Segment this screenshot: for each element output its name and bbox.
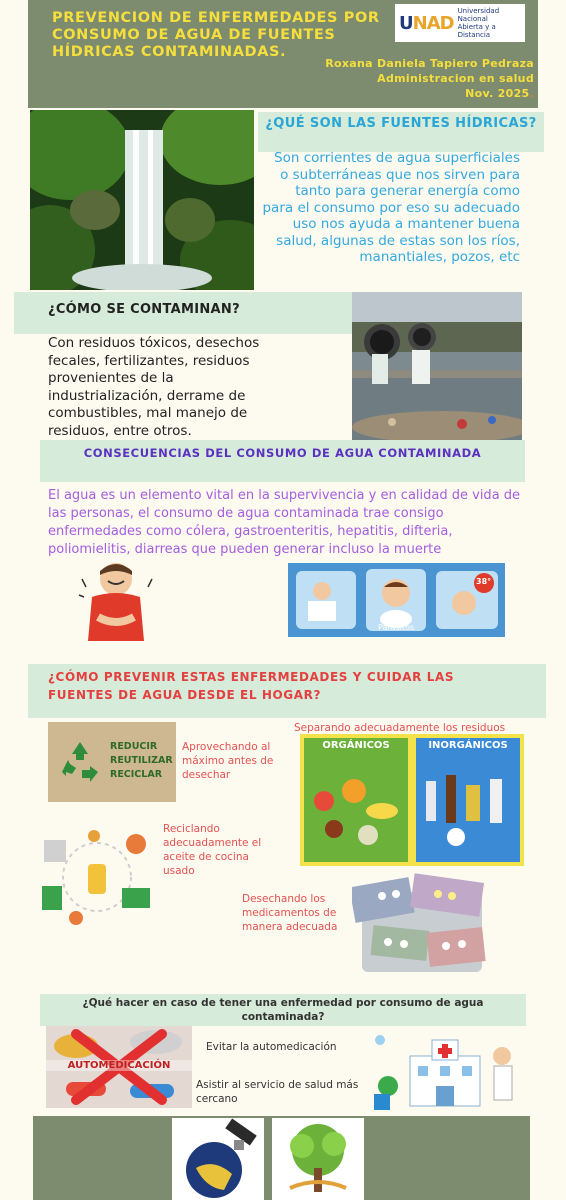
recycle-word-reuse: REUTILIZAR <box>110 755 173 766</box>
recycle-card <box>48 722 176 802</box>
tip-reuse: Aprovechando al máximo antes de desechar <box>182 741 274 781</box>
date-dot: . <box>529 87 534 100</box>
what-to-do-title: ¿Qué hacer en caso de tener una enfermedad por consumo de agua contaminada? <box>82 997 484 1023</box>
cooking-oil-illustration <box>36 826 158 928</box>
contamination-text: Con residuos tóxicos, desechos fecales, fertilizantes, residuos provenientes de la industrialización, derrame de combustibles, mal manejo de residuos, entre otros. <box>48 335 260 439</box>
action-visit-health-service: Asistir al servicio de salud más cercano <box>196 1079 359 1105</box>
organic-label: ORGÁNICOS <box>322 740 390 751</box>
author-date: Nov. 2025 <box>465 87 530 100</box>
page-title: PREVENCION DE ENFERMEDADES POR CONSUMO DE AGUA DE FUENTES HÍDRICAS CONTAMINADAS. <box>52 10 380 60</box>
consequences-text: El agua es un elemento vital en la supervivencia y en calidad de vida de las personas, el consumo de agua contaminada trae consigo enfermedades como cólera, gastroenteritis, hepatitis, difteria, poliomielitis, diarreas que pueden generar incluso la muerte <box>48 488 521 557</box>
logo-mark-nad: NAD <box>412 12 454 34</box>
satellite-globe-logo <box>172 1118 264 1200</box>
polluted-river-photo <box>352 292 522 440</box>
tip-oil: Reciclando adecuadamente el aceite de cocina usado <box>163 823 262 877</box>
recycle-word-reduce: REDUCIR <box>110 741 158 752</box>
organic-bin <box>304 738 408 862</box>
recycle-icon <box>56 738 104 786</box>
waste-sorting-illustration <box>300 734 524 866</box>
logo-line-1: Universidad Nacional <box>457 7 500 23</box>
tree-logo <box>272 1118 364 1200</box>
unad-logo-mark <box>399 13 454 34</box>
unad-logo-text <box>458 7 525 39</box>
tip-separate: Separando adecuadamente los residuos <box>294 722 506 734</box>
inorganic-label: INORGÁNICOS <box>428 740 508 751</box>
inorganic-bin <box>416 738 520 862</box>
recycle-words <box>110 740 173 782</box>
prevention-title: ¿CÓMO PREVENIR ESTAS ENFERMEDADES Y CUIDAR LAS FUENTES DE AGUA DESDE EL HOGAR? <box>48 670 455 702</box>
parasites-caption: Parasitos <box>378 623 415 632</box>
unad-logo <box>395 4 525 42</box>
sick-person-illustration <box>78 557 156 647</box>
author-program: Administracion en salud <box>377 72 534 85</box>
author-name: Roxana Daniela Tapiero Pedraza <box>325 57 534 70</box>
contamination-title: ¿CÓMO SE CONTAMINAN? <box>48 302 240 317</box>
sources-text: Son corrientes de agua superficiales o subterráneas que nos sirven para tanto para generar energía como para el consumo por eso su adecuado uso nos ayuda a mantener buena salud, algunas de estas son los ríos, manantiales, pozos, etc <box>262 150 520 265</box>
fever-badge: 38° <box>476 577 492 586</box>
consequences-title: CONSECUENCIAS DEL CONSUMO DE AGUA CONTAMINADA <box>83 446 482 460</box>
logo-line-2: Abierta y a Distancia <box>457 23 496 39</box>
inorganic-items <box>416 751 520 851</box>
no-self-medication-label: AUTOMEDICACIÓN <box>46 1060 192 1071</box>
waterfall-photo <box>30 110 254 290</box>
author-block <box>325 56 534 101</box>
no-self-medication-image <box>46 1026 192 1108</box>
sources-title: ¿QUÉ SON LAS FUENTES HÍDRICAS? <box>265 116 537 131</box>
recycle-word-recycle: RECICLAR <box>110 769 163 780</box>
illness-illustration <box>288 563 505 637</box>
hospital-illustration <box>370 1026 526 1112</box>
organic-items <box>304 751 408 851</box>
tip-meds: Desechando los medicamentos de manera adecuada <box>242 893 338 933</box>
action-avoid-self-medication: Evitar la automedicación <box>206 1041 337 1053</box>
logo-mark-u: U <box>399 12 413 34</box>
medicine-pills-photo <box>352 872 492 986</box>
